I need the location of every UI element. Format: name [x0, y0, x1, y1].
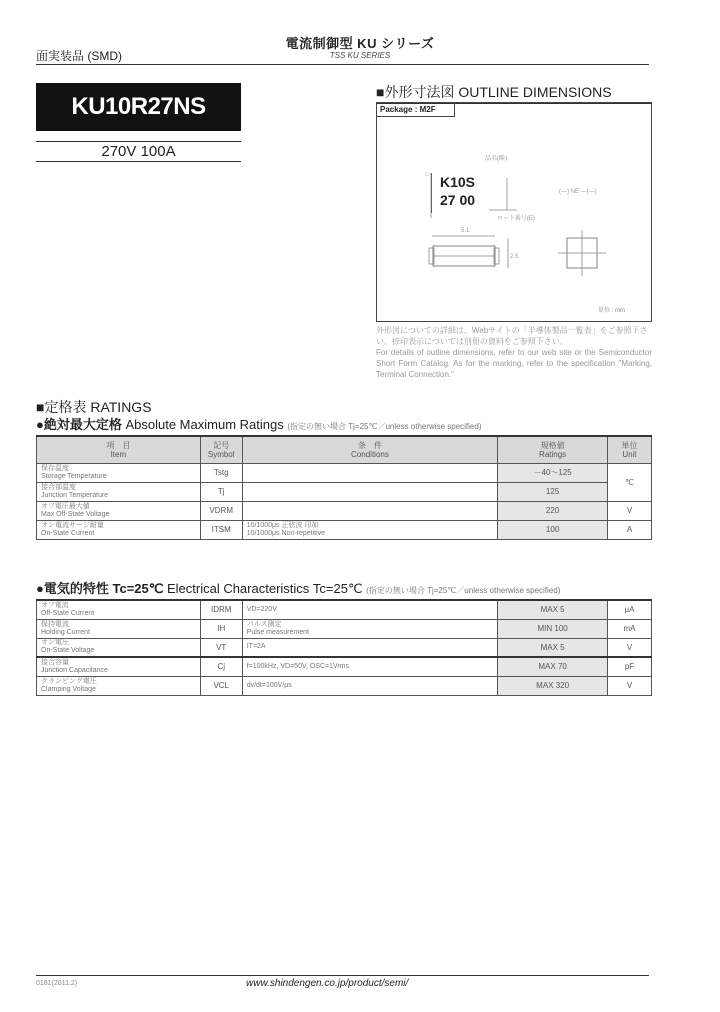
- header-unit: 単位 Unit: [608, 436, 652, 463]
- table-row: [37, 600, 652, 619]
- param-condition: [242, 463, 498, 482]
- table-row: [37, 520, 652, 539]
- table-row: [37, 463, 652, 482]
- table-row: [37, 501, 652, 520]
- param-unit: pF: [608, 657, 652, 676]
- param-name: 保存温度 Storage Temperature: [37, 463, 201, 482]
- outline-note-jp: 外形図についての詳細は、Webサイトの「半導体製品一覧表」をご参照下さい。捺印表示については別冊の資料をご参照下さい。: [376, 326, 648, 346]
- param-symbol: Tstg: [200, 463, 242, 482]
- param-condition: VD=220V: [242, 600, 498, 619]
- param-condition: パルス測定 Pulse measurement: [242, 619, 498, 638]
- abs-max-title-en: Absolute Maximum Ratings: [125, 417, 284, 432]
- abs-max-title: [36, 414, 482, 433]
- param-name: オン電圧 On-State Voltage: [37, 638, 201, 657]
- outline-drawing: [377, 118, 651, 320]
- part-number: KU10R27NS: [36, 83, 241, 131]
- param-unit: μA: [608, 600, 652, 619]
- param-unit: mA: [608, 619, 652, 638]
- param-unit: V: [608, 676, 652, 695]
- param-condition: IT=2A: [242, 638, 498, 657]
- product-rating: 270V 100A: [36, 141, 241, 162]
- param-symbol: Cj: [200, 657, 242, 676]
- param-condition: f=100kHz, VD=50V, OSC=1Vrms: [242, 657, 498, 676]
- table-row: [37, 657, 652, 676]
- param-name: オフ電圧最大値 Max Off-State Voltage: [37, 501, 201, 520]
- outline-title: ■外形寸法図 OUTLINE DIMENSIONS: [376, 82, 652, 104]
- param-name: オフ電流 Off-State Current: [37, 600, 201, 619]
- footer-url[interactable]: www.shindengen.co.jp/product/semi/: [246, 978, 409, 989]
- param-value: MAX 320: [498, 676, 608, 695]
- marking-line-1: K10S: [440, 174, 476, 190]
- param-condition: [242, 501, 498, 520]
- param-symbol: Tj: [200, 482, 242, 501]
- series-subtitle: TSS KU SERIES: [329, 51, 391, 60]
- param-symbol: VT: [200, 638, 242, 657]
- param-name: クランピング電圧 Clamping Voltage: [37, 676, 201, 695]
- param-value: MAX 5: [498, 638, 608, 657]
- elec-title-jp: ●電気的特性: [36, 581, 109, 596]
- param-unit: V: [608, 501, 652, 520]
- param-name: 接合部温度 Junction Temperature: [37, 482, 201, 501]
- param-symbol: VDRM: [200, 501, 242, 520]
- param-condition: 10/1000μs 正弦波 印加 10/1000μs Non-repetitive: [242, 520, 498, 539]
- param-unit: ℃: [608, 463, 652, 501]
- svg-text:□: □: [425, 172, 429, 178]
- elec-condition: (指定の無い場合 Tj=25℃／unless otherwise specified): [366, 586, 561, 595]
- param-unit: V: [608, 638, 652, 657]
- param-symbol: IDRM: [200, 600, 242, 619]
- category-label: 面実装品 (SMD): [36, 49, 122, 63]
- param-name: 接合容量 Junction Capacitance: [37, 657, 201, 676]
- header-ratings: 規格値 Ratings: [498, 436, 608, 463]
- abs-max-header-row: [37, 436, 652, 463]
- table-row: [37, 638, 652, 657]
- param-value: MIN 100: [498, 619, 608, 638]
- elec-char-title: [36, 578, 560, 597]
- header-divider: [36, 64, 649, 65]
- footer-divider: [36, 975, 649, 976]
- param-name: オン電流サージ耐量 On-State Current: [37, 520, 201, 539]
- outline-note-en: For details of outline dimensions, refer to our web site or the Semiconductor Short Form Catalog. As for the marking, refer to the specification "Marking, Terminal Connection.": [376, 348, 652, 379]
- param-value: 220: [498, 501, 608, 520]
- param-symbol: ITSM: [200, 520, 242, 539]
- svg-text:5.1: 5.1: [461, 228, 470, 234]
- svg-text:2.5: 2.5: [510, 254, 519, 260]
- marking-line-2: 27 00: [440, 192, 476, 208]
- elec-tc: Tc=25℃: [112, 581, 164, 596]
- svg-text:品名(略): 品名(略): [485, 156, 507, 162]
- header-symbol: 記号 Symbol: [200, 436, 242, 463]
- abs-max-table: [36, 435, 652, 540]
- param-value: 100: [498, 520, 608, 539]
- elec-char-table: [36, 599, 652, 696]
- elec-title-en: Electrical Characteristics: [166, 581, 310, 596]
- param-value: MAX 5: [498, 600, 608, 619]
- svg-text:ロット番号(E): ロット番号(E): [497, 216, 535, 222]
- param-value: MAX 70: [498, 657, 608, 676]
- param-condition: [242, 482, 498, 501]
- param-condition: dv/dt=100V/μs: [242, 676, 498, 695]
- footer-date: 0181(2011.2): [36, 980, 78, 987]
- param-value: －40～125: [498, 463, 608, 482]
- param-symbol: IH: [200, 619, 242, 638]
- device-marking: [431, 173, 489, 213]
- package-label: Package : M2F: [377, 103, 455, 117]
- table-row: [37, 482, 652, 501]
- ratings-section-title: ■定格表 RATINGS: [36, 399, 152, 415]
- header-conditions: 条 件 Conditions: [242, 436, 498, 463]
- elec-tc-2: Tc=25℃: [312, 581, 363, 596]
- header-item: 項 目 Item: [37, 436, 201, 463]
- series-title: 電流制御型 KU シリーズ: [285, 36, 435, 51]
- abs-max-title-jp: ●絶対最大定格: [36, 417, 122, 432]
- param-unit: A: [608, 520, 652, 539]
- table-row: [37, 676, 652, 695]
- table-row: [37, 619, 652, 638]
- svg-text:(—) NE —(—): (—) NE —(—): [559, 189, 597, 195]
- unit-note: 単位 : mm: [598, 308, 625, 314]
- param-value: 125: [498, 482, 608, 501]
- param-symbol: VCL: [200, 676, 242, 695]
- abs-max-condition: (指定の無い場合 Tj=25℃／unless otherwise specified): [287, 422, 482, 431]
- param-name: 保持電流 Holding Current: [37, 619, 201, 638]
